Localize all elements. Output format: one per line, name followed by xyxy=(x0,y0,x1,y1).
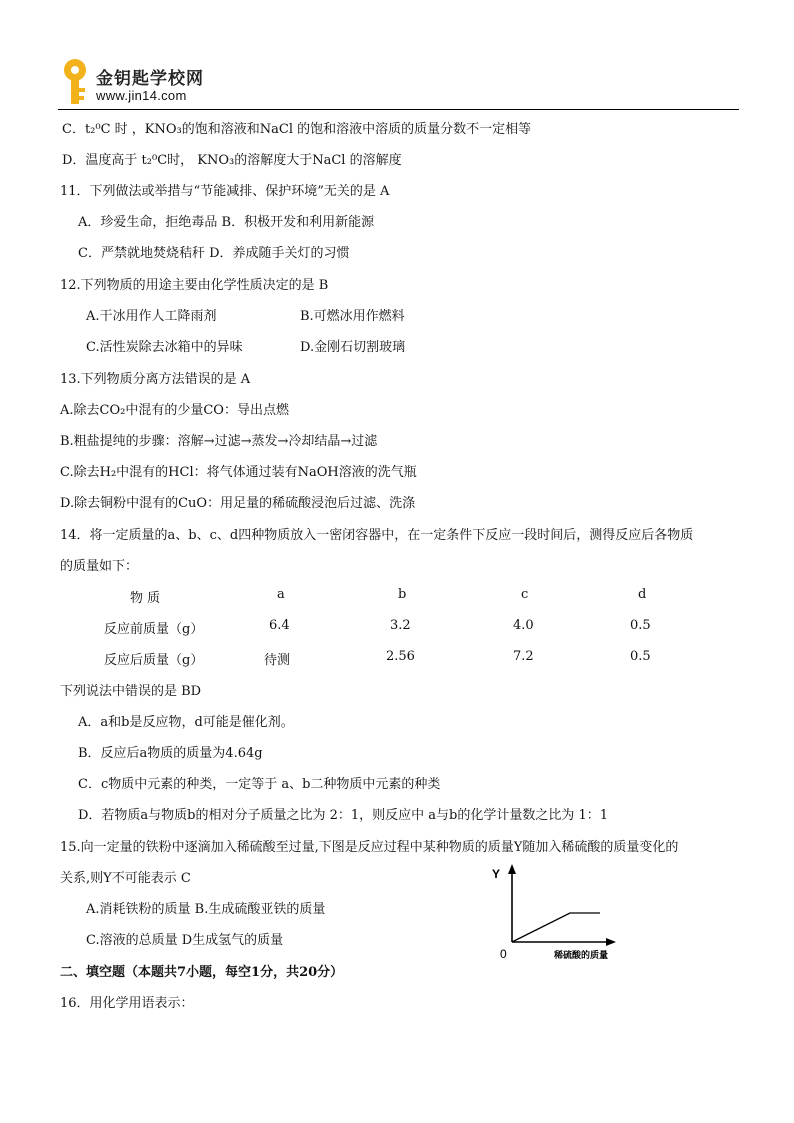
question-11-options-cd: C．严禁就地焚烧秸秆 D．养成随手关灯的习惯 xyxy=(78,246,350,261)
question-13-option-c: C.除去H₂中混有的HCl：将气体通过装有NaOH溶液的洗气瓶 xyxy=(60,465,417,480)
x-axis-arrow-icon xyxy=(606,938,616,946)
question-11-options-ab: A．珍爱生命，拒绝毒品 B．积极开发和利用新能源 xyxy=(78,215,375,230)
question-16: 16．用化学用语表示： xyxy=(60,996,194,1011)
question-12: 12.下列物质的用途主要由化学性质决定的是 B xyxy=(60,278,329,293)
question-15-line-2: 关系,则Y不可能表示 C xyxy=(60,871,191,886)
y-axis-label: Y xyxy=(492,867,501,881)
question-15-options-ab: A.消耗铁粉的质量 B.生成硫酸亚铁的质量 xyxy=(86,902,326,917)
table-cell: 反应前质量（g） xyxy=(104,622,204,637)
question-14-option-c: C．c物质中元素的种类，一定等于 a、b二种物质中元素的种类 xyxy=(78,777,441,792)
table-cell: 6.4 xyxy=(269,618,290,633)
question-12-option-d: D.金刚石切割玻璃 xyxy=(300,340,406,355)
q15-graph-svg xyxy=(484,862,624,962)
table-cell: 2.56 xyxy=(386,649,415,664)
question-12-option-c: C.活性炭除去冰箱中的异味 xyxy=(86,340,243,355)
question-12-option-a: A.干冰用作人工降雨剂 xyxy=(86,309,217,324)
option-d-prev: D．温度高于 t₂⁰C时， KNO₃的溶解度大于NaCl 的溶解度 xyxy=(62,153,402,168)
table-header-cell: 物 质 xyxy=(130,591,161,606)
site-logo xyxy=(58,58,228,106)
brand-name: 金钥匙学校网 xyxy=(96,69,204,89)
question-13-option-b: B.粗盐提纯的步骤：溶解→过滤→蒸发→冷却结晶→过滤 xyxy=(60,434,378,449)
y-axis-arrow-icon xyxy=(508,864,516,874)
table-header-cell: a xyxy=(277,587,285,602)
question-11: 11．下列做法或举措与“节能减排、保护环境”无关的是 A xyxy=(60,184,390,199)
x-axis-label: 稀硫酸的质量 xyxy=(554,951,609,961)
question-14-option-b: B．反应后a物质的质量为4.64g xyxy=(78,746,263,761)
question-14-line-2: 的质量如下： xyxy=(60,559,139,574)
q15-graph xyxy=(484,862,624,962)
table-cell: 3.2 xyxy=(390,618,411,633)
question-14-option-d: D．若物质a与物质b的相对分子质量之比为 2：1，则反应中 a与b的化学计量数之比为 1：1 xyxy=(78,808,609,823)
question-13-option-a: A.除去CO₂中混有的少量CO：导出点燃 xyxy=(60,403,289,418)
question-14-prompt: 下列说法中错误的是 BD xyxy=(60,684,202,699)
header-divider xyxy=(58,109,739,110)
table-cell: 7.2 xyxy=(513,649,534,664)
question-15-line-1: 15.向一定量的铁粉中逐滴加入稀硫酸至过量,下图是反应过程中某种物质的质量Y随加入稀硫酸的质量变化的 xyxy=(60,840,679,855)
table-header-cell: c xyxy=(521,587,529,602)
question-14-option-a: A．a和b是反应物，d可能是催化剂。 xyxy=(78,715,294,730)
origin-label: 0 xyxy=(500,947,507,961)
table-cell: 0.5 xyxy=(630,649,651,664)
table-cell: 待测 xyxy=(264,653,291,668)
section-2-heading: 二、填空题（本题共7小题，每空1分，共20分） xyxy=(60,965,344,980)
table-header-cell: d xyxy=(638,587,647,602)
question-15-options-cd: C.溶液的总质量 D生成氢气的质量 xyxy=(86,933,284,948)
table-header-cell: b xyxy=(398,587,407,602)
graph-curve xyxy=(512,913,600,942)
question-13: 13.下列物质分离方法错误的是 A xyxy=(60,372,251,387)
table-cell: 反应后质量（g） xyxy=(104,653,204,668)
question-12-option-b: B.可燃冰用作燃料 xyxy=(300,309,405,324)
table-cell: 0.5 xyxy=(630,618,651,633)
site-url: www.jin14.com xyxy=(96,88,187,103)
key-logo-icon xyxy=(58,58,92,106)
option-c-prev: C．t₂⁰C 时 ，KNO₃的饱和溶液和NaCl 的饱和溶液中溶质的质量分数不一定相等 xyxy=(62,122,532,137)
question-13-option-d: D.除去铜粉中混有的CuO：用足量的稀硫酸浸泡后过滤、洗涤 xyxy=(60,496,416,511)
table-cell: 4.0 xyxy=(513,618,534,633)
question-14-line-1: 14．将一定质量的a、b、c、d四种物质放入一密闭容器中，在一定条件下反应一段时间后，测得反应后各物质 xyxy=(60,528,694,543)
